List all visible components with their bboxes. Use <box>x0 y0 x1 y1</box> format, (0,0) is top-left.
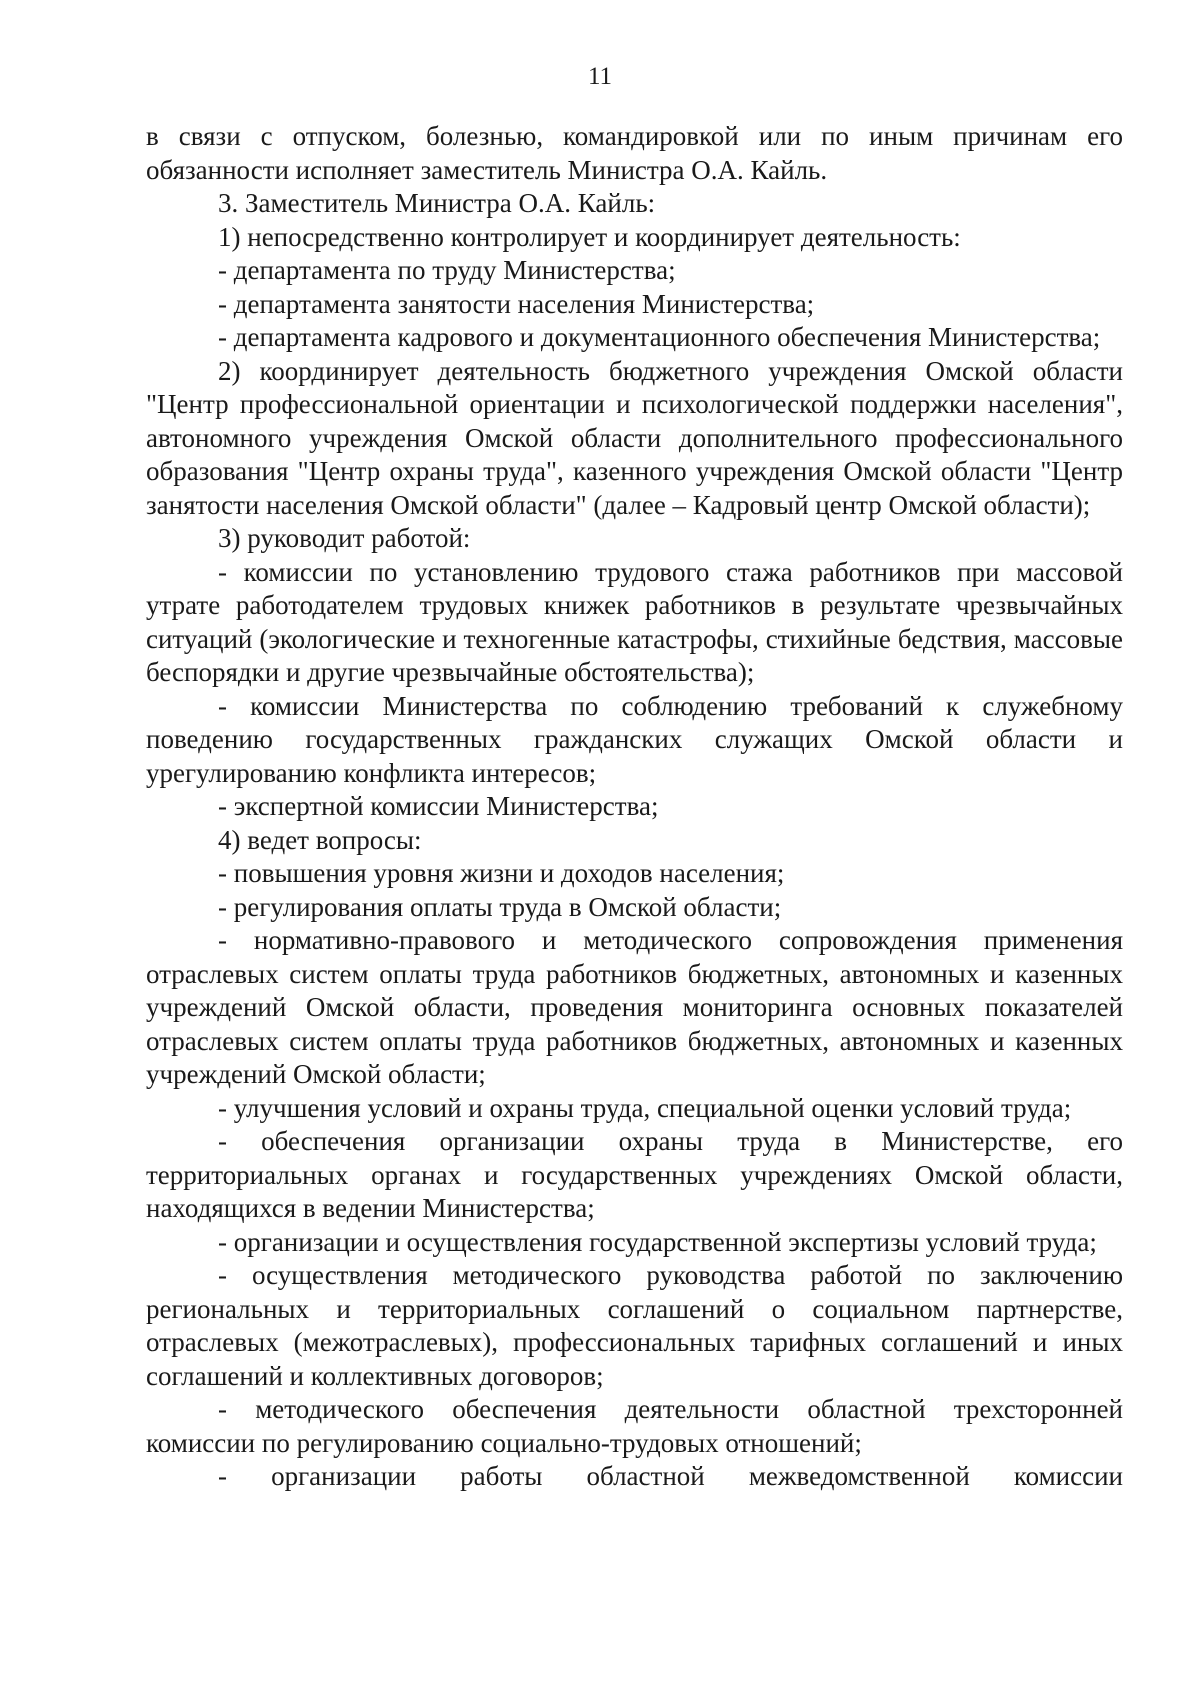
list-item: - департамента кадрового и документационного обеспечения Министерства; <box>218 322 1101 352</box>
list-item: - повышения уровня жизни и доходов населения; <box>218 858 785 888</box>
list-item: - комиссии Министерства по соблюдению требований к служебному поведению государственных гражданских служащих Омской области и урегулированию конфликта интересов; <box>146 690 1123 788</box>
list-item: - осуществления методического руководства работой по заключению региональных и территориальных соглашений о социальном партнерстве, отраслевых (межотраслевых), профессиональных тарифных соглашений и иных соглашений и коллективных договоров; <box>146 1260 1123 1391</box>
list-item: - экспертной комиссии Министерства; <box>218 791 659 821</box>
list-item: - департамента занятости населения Министерства; <box>218 288 815 319</box>
document-body <box>146 120 1123 1494</box>
paragraph: 3) руководит работой: <box>218 523 471 553</box>
list-item: - департамента по труду Министерства; <box>218 255 676 285</box>
list-item: - регулирования оплаты труда в Омской области; <box>218 891 782 922</box>
paragraph: 2) координирует деятельность бюджетного учреждения Омской области "Центр профессиональной ориентации и психологической поддержки населения", автономного учреждения Омской области дополнительного профессионального образования "Центр охраны труда", казенного учреждения Омской области "Центр занятости населения Омской области" (далее – Кадровый центр Омской области); <box>146 355 1123 520</box>
list-item: - организации работы областной межведомственной комиссии <box>218 1461 1123 1491</box>
paragraph: 1) непосредственно контролирует и координирует деятельность: <box>218 221 961 252</box>
list-item: - методического обеспечения деятельности областной трехсторонней комиссии по регулированию социально-трудовых отношений; <box>146 1394 1123 1458</box>
list-item: - комиссии по установлению трудового стажа работников при массовой утрате работодателем трудовых книжек работников в результате чрезвычайных ситуаций (экологические и техногенные катастрофы, стихийные бедствия, массовые беспорядки и другие чрезвычайные обстоятельства); <box>146 556 1123 687</box>
paragraph: 4) ведет вопросы: <box>218 824 422 855</box>
list-item: - нормативно-правового и методического сопровождения применения отраслевых систем оплаты труда работников бюджетных, автономных и казенных учреждений Омской области, проведения мониторинга основных показателей отраслевых систем оплаты труда работников бюджетных, автономных и казенных учреждений Омской области; <box>146 925 1123 1089</box>
paragraph: 3. Заместитель Министра О.А. Кайль: <box>218 188 656 218</box>
list-item: - улучшения условий и охраны труда, специальной оценки условий труда; <box>218 1092 1072 1123</box>
list-item: - обеспечения организации охраны труда в Министерстве, его территориальных органах и государственных учреждениях Омской области, находящихся в ведении Министерства; <box>146 1126 1123 1223</box>
paragraph: в связи с отпуском, болезнью, командировкой или по иным причинам его обязанности исполняет заместитель Министра О.А. Кайль. <box>146 121 1123 185</box>
list-item: - организации и осуществления государственной экспертизы условий труда; <box>218 1226 1097 1257</box>
page-number: 11 <box>587 63 613 90</box>
